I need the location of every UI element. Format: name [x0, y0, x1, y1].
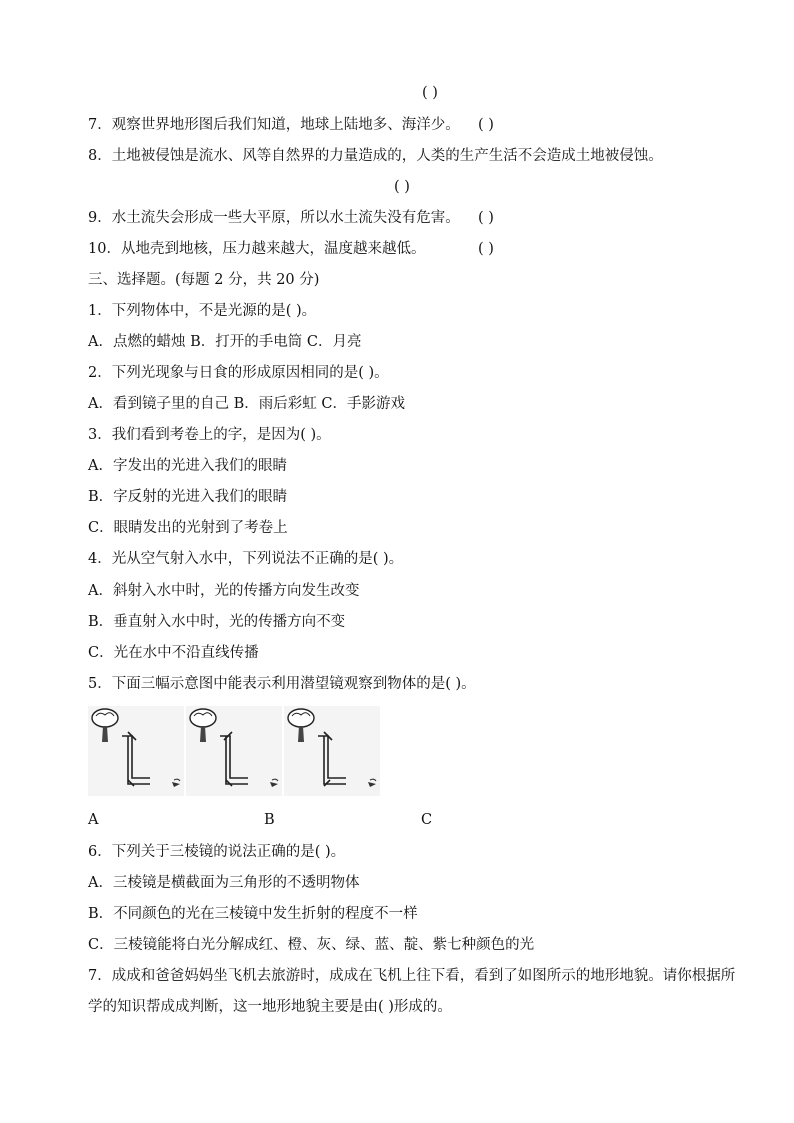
answer-paren-q10: ( )	[478, 241, 494, 257]
choice-option-3c: C．眼睛发出的光射到了考卷上	[88, 520, 288, 536]
periscope-figures	[88, 706, 388, 796]
choice-options-1: A．点燃的蜡烛 B．打开的手电筒 C．月亮	[88, 334, 362, 350]
choice-question-3: 3．我们看到考卷上的字，是因为( )。	[88, 427, 331, 443]
answer-paren-q8: ( )	[394, 179, 410, 195]
choice-option-6c: C．三棱镜能将白光分解成红、橙、灰、绿、蓝、靛、紫七种颜色的光	[88, 937, 535, 953]
periscope-diagram-a	[88, 706, 184, 796]
answer-paren-q9: ( )	[478, 210, 494, 226]
choice-question-4: 4．光从空气射入水中，下列说法不正确的是( )。	[88, 551, 404, 567]
choice-option-6a: A．三棱镜是横截面为三角形的不透明物体	[88, 875, 360, 891]
choice-option-6b: B．不同颜色的光在三棱镜中发生折射的程度不一样	[88, 906, 418, 922]
choice-option-4c: C．光在水中不沿直线传播	[88, 645, 259, 661]
answer-paren-q7: ( )	[478, 117, 494, 133]
choice-option-4a: A．斜射入水中时，光的传播方向发生改变	[88, 583, 360, 599]
choice-question-2: 2．下列光现象与日食的形成原因相同的是( )。	[88, 365, 389, 381]
choice-question-6: 6．下列关于三棱镜的说法正确的是( )。	[88, 844, 346, 860]
choice-question-5: 5．下面三幅示意图中能表示利用潜望镜观察到物体的是( )。	[88, 676, 476, 692]
figure-label-c: C	[421, 812, 433, 828]
periscope-diagram-b	[186, 706, 282, 796]
choice-question-1: 1．下列物体中，不是光源的是( )。	[88, 303, 317, 319]
answer-paren-q6: ( )	[422, 85, 438, 101]
choice-question-7-line2: 学的知识帮成成判断，这一地形地貌主要是由( )形成的。	[88, 999, 452, 1015]
section-heading-choice: 三、选择题。(每题 2 分，共 20 分)	[88, 272, 320, 288]
figure-label-b: B	[264, 812, 275, 828]
tf-question-7: 7．观察世界地形图后我们知道，地球上陆地多、海洋少。	[88, 117, 460, 133]
periscope-diagram-c	[284, 706, 380, 796]
choice-option-3b: B．字反射的光进入我们的眼睛	[88, 489, 288, 505]
tf-question-9: 9．水土流失会形成一些大平原，所以水土流失没有危害。	[88, 210, 460, 226]
choice-options-2: A．看到镜子里的自己 B．雨后彩虹 C．手影游戏	[88, 396, 405, 412]
tf-question-8: 8．土地被侵蚀是流水、风等自然界的力量造成的，人类的生产生活不会造成土地被侵蚀。	[88, 148, 663, 164]
figure-label-a: A	[88, 812, 99, 828]
tf-question-10: 10．从地壳到地核，压力越来越大，温度越来越低。	[88, 241, 426, 257]
choice-question-7-line1: 7．成成和爸爸妈妈坐飞机去旅游时，成成在飞机上往下看，看到了如图所示的地形地貌。请你根据所	[88, 968, 736, 984]
choice-option-3a: A．字发出的光进入我们的眼睛	[88, 458, 287, 474]
choice-option-4b: B．垂直射入水中时，光的传播方向不变	[88, 614, 346, 630]
